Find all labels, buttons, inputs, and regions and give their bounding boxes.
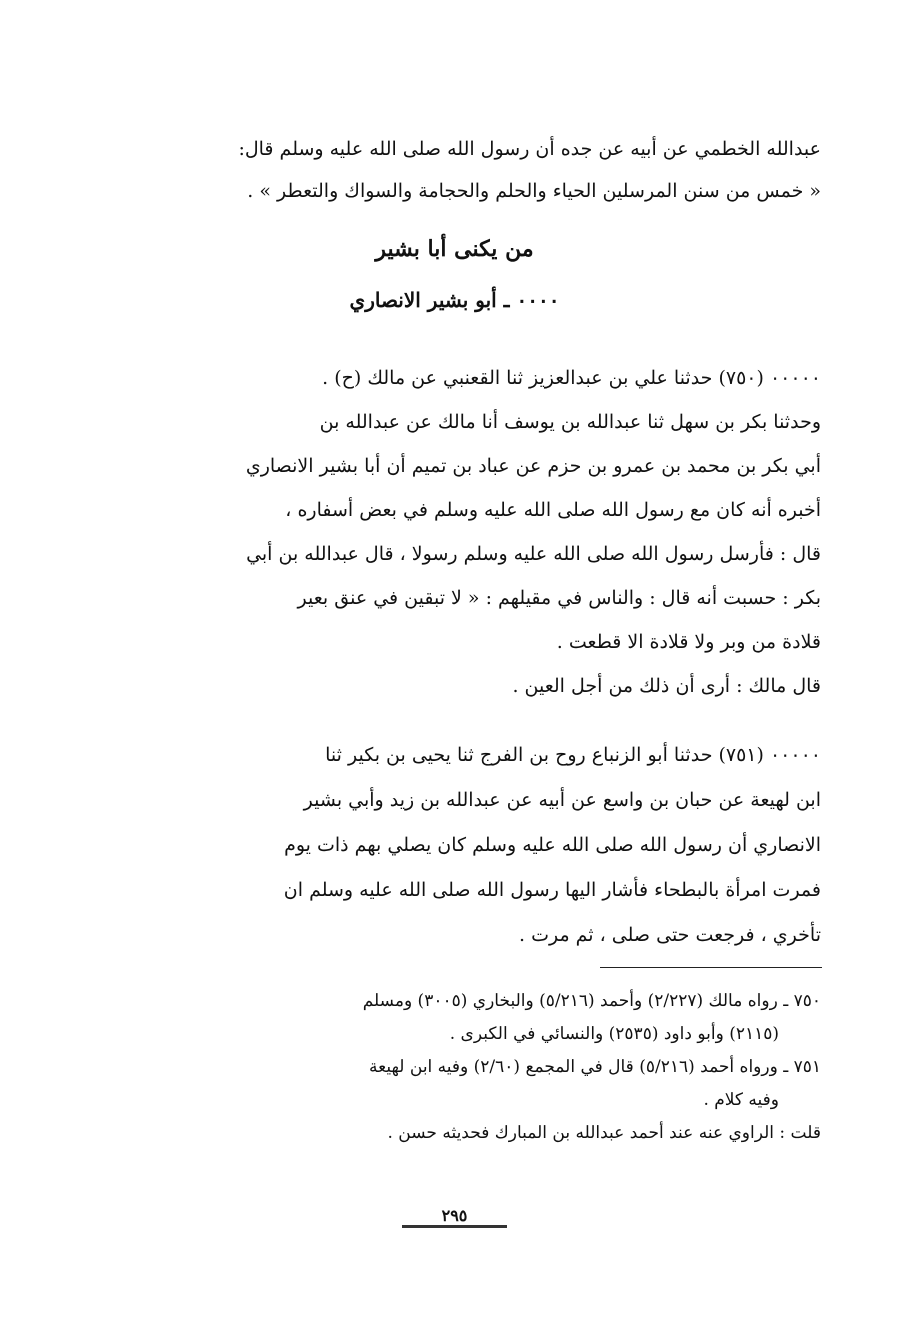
footnotes: [81, 985, 821, 1150]
text-line: ٠٠٠٠٠ (٧٥٠) حدثنا علي بن عبدالعزيز ثنا القعنبي عن مالك (ح) .: [322, 367, 821, 389]
footnote-line: ٧٥١ ـ ورواه أحمد (٥/٢١٦) قال في المجمع (٢/٦٠) وفيه ابن لهيعة: [369, 1057, 821, 1077]
footnote-line: وفيه كلام .: [703, 1090, 779, 1110]
text-line: بكر : حسبت أنه قال : والناس في مقيلهم : « لا تبقين في عنق بعير: [297, 587, 821, 609]
text-line: وحدثنا بكر بن سهل ثنا عبدالله بن يوسف أنا مالك عن عبدالله بن: [319, 411, 821, 433]
text-line: « خمس من سنن المرسلين الحياء والحلم والحجامة والسواك والتعطر » .: [247, 180, 821, 202]
text-line: أخبره أنه كان مع رسول الله صلى الله عليه وسلم في بعض أسفاره ،: [285, 499, 821, 521]
text-line: قال مالك : أرى أن ذلك من أجل العين .: [512, 675, 821, 697]
page-number-text: ٢٩٥: [402, 1206, 508, 1228]
footnote-line: (٢١١٥) وأبو داود (٢٥٣٥) والنسائي في الكبرى .: [449, 1024, 779, 1044]
section-heading: من يكنى أبا بشير: [375, 236, 534, 262]
text-line: قال : فأرسل رسول الله صلى الله عليه وسلم رسولا ، قال عبدالله بن أبي: [246, 543, 821, 565]
intro-paragraph: [86, 128, 821, 212]
hadith-751: [81, 733, 821, 958]
footnote-line: ٧٥٠ ـ رواه مالك (٢/٢٢٧) وأحمد (٥/٢١٦) والبخاري (٣٠٠٥) ومسلم: [362, 991, 821, 1011]
text-line: الانصاري أن رسول الله صلى الله عليه وسلم كان يصلي بهم ذات يوم: [284, 834, 821, 856]
text-line: ٠٠٠٠٠ (٧٥١) حدثنا أبو الزنباع روح بن الفرج ثنا يحيى بن بكير ثنا: [325, 744, 821, 766]
text-line: قلادة من وبر ولا قلادة الا قطعت .: [556, 631, 821, 653]
section-subheading: ٠٠٠٠ ـ أبو بشير الانصاري: [349, 288, 560, 312]
text-line: فمرت امرأة بالبطحاء فأشار اليها رسول الله صلى الله عليه وسلم ان: [283, 879, 821, 901]
footnote-divider: [600, 967, 822, 968]
hadith-750: [81, 356, 821, 708]
page-number: [0, 1206, 909, 1228]
text-line: تأخري ، فرجعت حتى صلى ، ثم مرت .: [519, 924, 821, 946]
text-line: عبدالله الخطمي عن أبيه عن جده أن رسول الله صلى الله عليه وسلم قال:: [238, 138, 821, 160]
text-line: أبي بكر بن محمد بن عمرو بن حزم عن عباد بن تميم أن أبا بشير الانصاري: [245, 455, 821, 477]
text-line: ابن لهيعة عن حبان بن واسع عن أبيه عن عبدالله بن زيد وأبي بشير: [303, 789, 821, 811]
footnote-line: قلت : الراوي عنه عند أحمد عبدالله بن المبارك فحديثه حسن .: [387, 1123, 821, 1143]
